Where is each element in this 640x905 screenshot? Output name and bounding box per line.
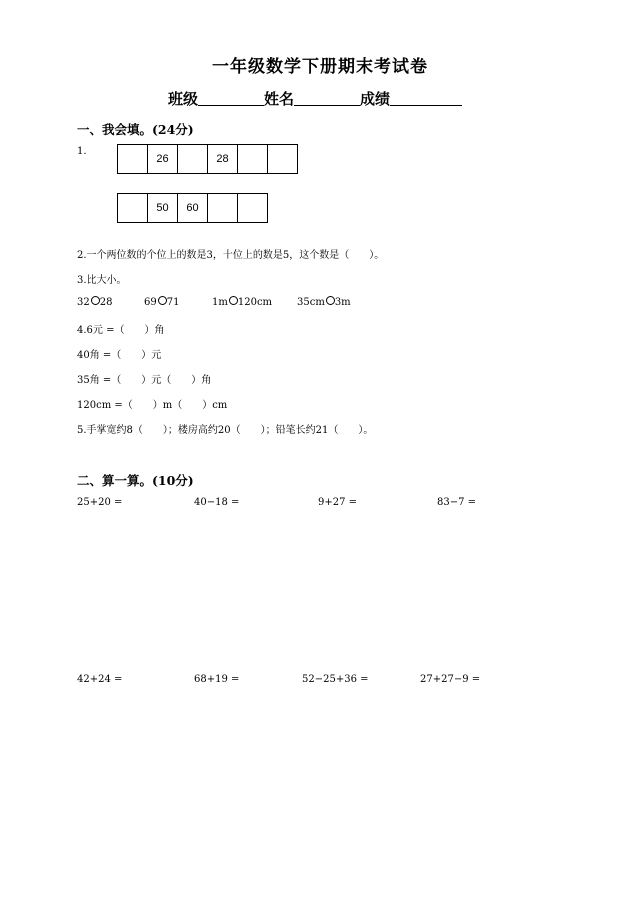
grid2-cell[interactable] xyxy=(238,194,268,222)
q4-line: 4.6元 =（ ）角 xyxy=(77,325,165,336)
grid2-cell[interactable] xyxy=(208,194,238,222)
q3-label: 3.比大小。 xyxy=(77,275,127,286)
name-blank[interactable] xyxy=(294,91,360,106)
class-blank[interactable] xyxy=(198,91,264,106)
compare-left: 1m xyxy=(212,297,228,308)
compare-circle[interactable] xyxy=(158,296,167,305)
number-grid-row1 xyxy=(117,144,298,174)
score-blank[interactable] xyxy=(390,91,462,106)
compare-right: 120cm xyxy=(237,297,273,308)
calc-problem: 42+24 = xyxy=(77,674,123,685)
compare-left: 32 xyxy=(77,297,90,308)
score-label: 成绩 xyxy=(360,90,391,108)
compare-left: 69 xyxy=(144,297,157,308)
class-label: 班级 xyxy=(168,90,199,108)
q4-line: 120cm =（ ）m（ ）cm xyxy=(77,400,228,411)
section2-heading: 二、算一算。(10分) xyxy=(77,473,194,488)
compare-right: 71 xyxy=(166,297,180,308)
calc-problem: 27+27−9 = xyxy=(420,674,481,685)
q2-text: 2.一个两位数的个位上的数是3，十位上的数是5，这个数是（ ）。 xyxy=(77,250,385,261)
compare-item xyxy=(297,296,351,308)
grid1-cell[interactable] xyxy=(118,145,148,173)
grid1-cell[interactable] xyxy=(178,145,208,173)
grid1-cell[interactable]: 26 xyxy=(148,145,178,173)
calc-problem: 68+19 = xyxy=(194,674,240,685)
compare-item xyxy=(77,296,112,308)
compare-left: 35cm xyxy=(297,297,325,308)
student-info-line xyxy=(168,88,462,109)
q5-text: 5.手掌宽约8（ ）；楼房高约20（ ）；铅笔长约21（ ）。 xyxy=(77,425,374,436)
compare-right: 3m xyxy=(334,297,351,308)
compare-circle[interactable] xyxy=(229,296,238,305)
calc-problem: 40−18 = xyxy=(194,497,240,508)
section1-heading: 一、我会填。(24分) xyxy=(77,122,194,137)
compare-item xyxy=(212,296,272,308)
grid1-cell[interactable] xyxy=(268,145,298,173)
q4-line: 35角 =（ ）元（ ）角 xyxy=(77,375,212,386)
q4-line: 40角 =（ ）元 xyxy=(77,350,162,361)
calc-problem: 83−7 = xyxy=(437,497,477,508)
calc-problem: 9+27 = xyxy=(318,497,358,508)
compare-circle[interactable] xyxy=(326,296,335,305)
grid1-cell[interactable]: 28 xyxy=(208,145,238,173)
calc-problem: 25+20 = xyxy=(77,497,123,508)
grid2-cell[interactable]: 60 xyxy=(178,194,208,222)
calc-problem: 52−25+36 = xyxy=(302,674,369,685)
compare-right: 28 xyxy=(99,297,113,308)
grid2-cell[interactable] xyxy=(118,194,148,222)
name-label: 姓名 xyxy=(264,90,295,108)
page-title: 一年级数学下册期末考试卷 xyxy=(212,57,428,77)
grid2-cell[interactable]: 50 xyxy=(148,194,178,222)
compare-circle[interactable] xyxy=(91,296,100,305)
number-grid-row2 xyxy=(117,193,268,223)
grid1-cell[interactable] xyxy=(238,145,268,173)
compare-item xyxy=(144,296,179,308)
q1-label: 1. xyxy=(77,146,87,157)
